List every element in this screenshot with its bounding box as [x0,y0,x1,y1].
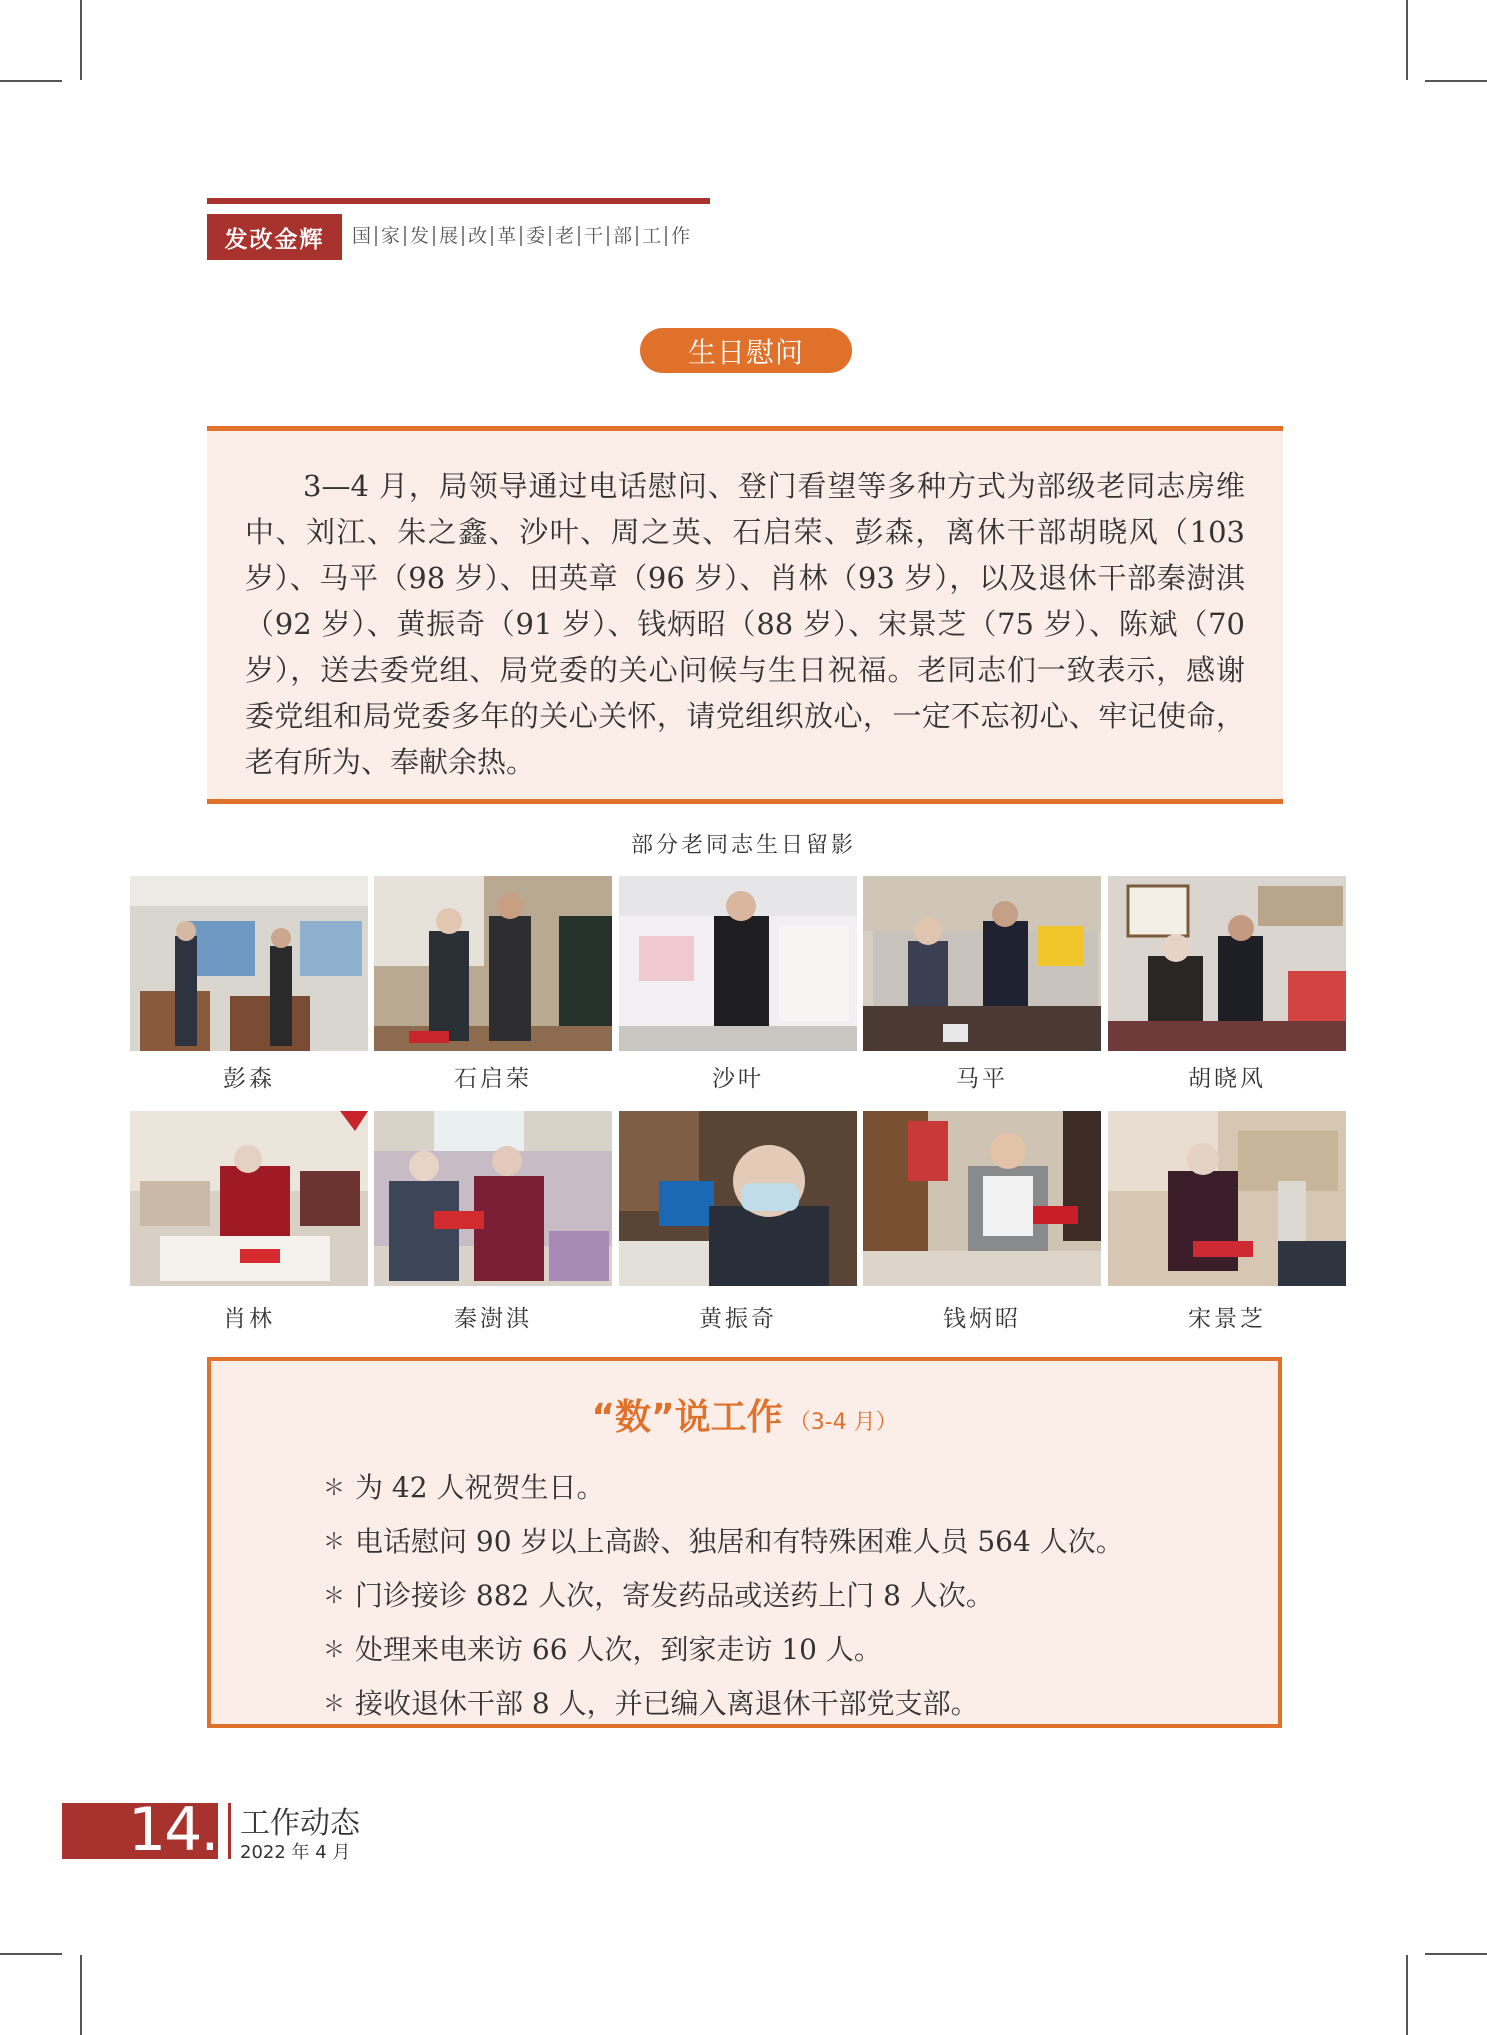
crop-mark [1425,80,1487,82]
intro-box [207,426,1283,804]
stats-period: （3-4 月） [788,1410,898,1435]
photo-name: 钱炳昭 [943,1306,1021,1332]
magazine-logo: 发改金辉 [207,214,342,260]
section-title: 生日慰问 [640,328,852,373]
subtitle-char: 革 [493,226,522,246]
stats-heading: “数”说工作 [591,1397,783,1438]
header-rule [207,198,710,204]
subtitle-char: 发 [406,226,435,246]
footer-section: 工作动态 [240,1806,360,1841]
subtitle-char: 家 [377,226,406,246]
photo-name: 秦澍淇 [454,1306,532,1332]
photo [619,1111,857,1286]
photo-name: 沙叶 [712,1066,764,1092]
photo [1108,876,1346,1051]
gallery-caption: 部分老同志生日留影 [630,833,856,858]
photo-name: 宋景芝 [1188,1306,1266,1332]
crop-mark [0,80,62,82]
subtitle-char: 改 [464,226,493,246]
list-item: ＊ 处理来电来访 66 人次，到家走访 10 人。 [323,1623,1124,1677]
photo [863,876,1101,1051]
subtitle-char: 工 [638,226,667,246]
photo-name: 黄振奇 [699,1306,777,1332]
page-number: 14. [128,1795,218,1865]
photo [374,1111,612,1286]
intro-paragraph: 3—4 月，局领导通过电话慰问、登门看望等多种方式为部级老同志房维中、刘江、朱之鑫、沙叶、周之英、石启荣、彭森，离休干部胡晓风（103 岁）、马平（98 岁）、田英章（96 岁）、肖林（93 岁），以及退休干部秦澍淇（92 岁）、黄振奇（91 岁）、钱炳昭（88 岁）、宋景芝（75 岁）、陈斌（70 岁），送去委党组、局党委的关心问候与生日祝福。老同志们一致表示，感谢委党组和局党委多年的关心关怀，请党组织放心，一定不忘初心、牢记使命，老有所为、奉献余热。 [245,469,1245,779]
photo [863,1111,1101,1286]
crop-mark [1406,1955,1408,2035]
photo [1108,1111,1346,1286]
crop-mark [0,1953,62,1955]
stats-box [207,1357,1282,1728]
photo-name: 肖林 [223,1306,275,1332]
photo-name: 胡晓风 [1188,1066,1266,1092]
list-item: ＊ 为 42 人祝贺生日。 [323,1461,1124,1515]
subtitle-char: 部 [609,226,638,246]
crop-mark [80,0,82,80]
crop-mark [1406,0,1408,80]
photo [619,876,857,1051]
photo-name: 石启荣 [454,1066,532,1092]
photo-name: 马平 [956,1066,1008,1092]
subtitle-char: 国 [352,226,377,246]
footer-date: 2022 年 4 月 [240,1842,351,1863]
subtitle-char: 委 [522,226,551,246]
photo-name: 彭森 [223,1066,275,1092]
subtitle-char: 展 [435,226,464,246]
subtitle-char: 老 [551,226,580,246]
list-item: ＊ 电话慰问 90 岁以上高龄、独居和有特殊困难人员 564 人次。 [323,1515,1124,1569]
list-item: ＊ 门诊接诊 882 人次，寄发药品或送药上门 8 人次。 [323,1569,1124,1623]
crop-mark [80,1955,82,2035]
header-subtitle [352,226,694,246]
stats-list [323,1461,1124,1731]
subtitle-char: 作 [671,225,691,247]
photo [130,876,368,1051]
list-item: ＊ 接收退休干部 8 人，并已编入离退休干部党支部。 [323,1677,1124,1731]
stats-title [211,1389,1278,1440]
crop-mark [1425,1953,1487,1955]
photo [130,1111,368,1286]
subtitle-char: 干 [580,226,609,246]
photo [374,876,612,1051]
footer-divider [228,1803,231,1859]
